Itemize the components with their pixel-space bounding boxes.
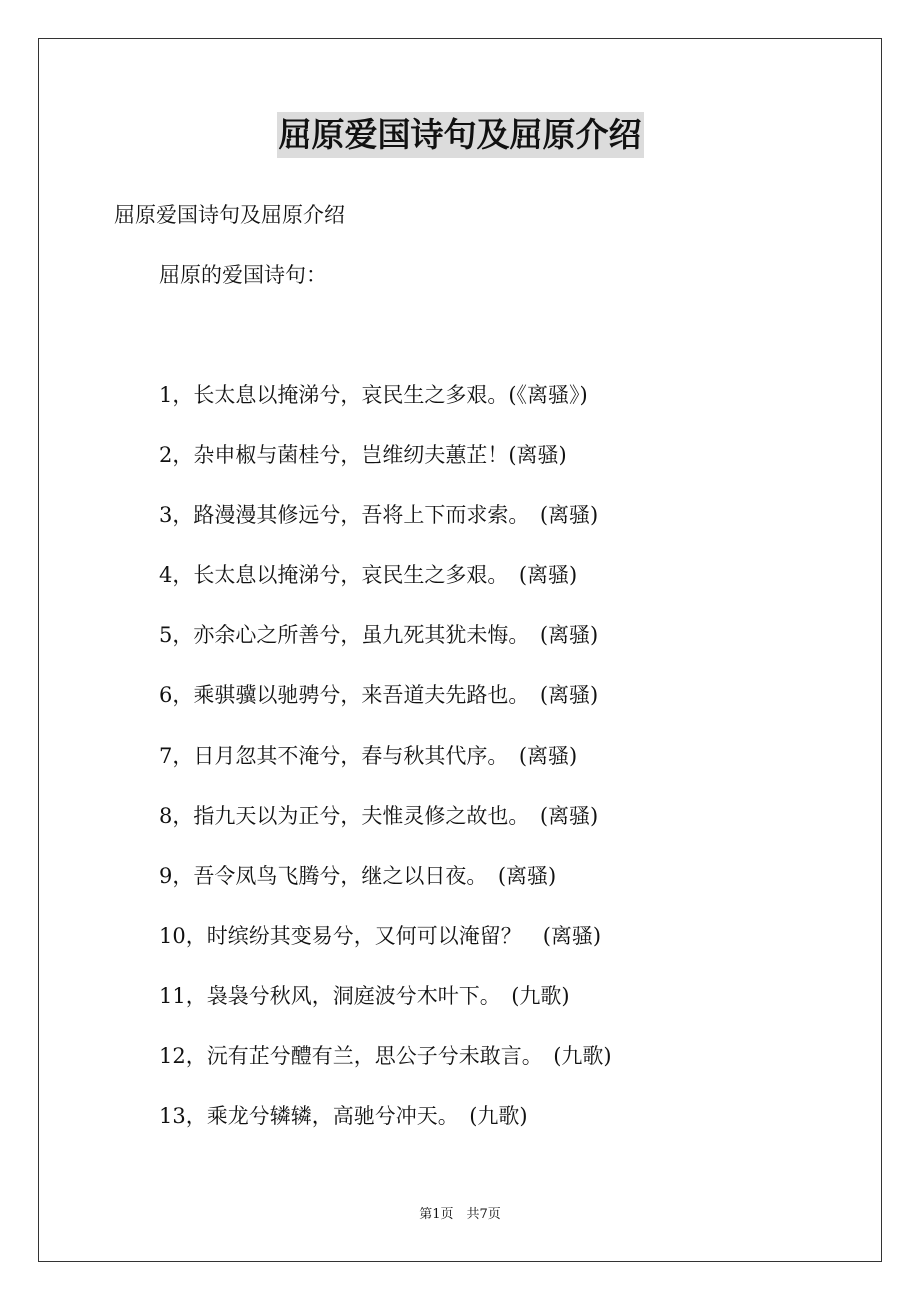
poem-list [159,380,612,1161]
document-subtitle: 屈原爱国诗句及屈原介绍 [114,203,345,227]
poem-line-5: 5，亦余心之所善兮，虽九死其犹未悔。 (离骚) [159,623,599,648]
title-container [0,112,920,158]
poem-line-8: 8，指九天以为正兮，夫惟灵修之故也。 (离骚) [159,803,599,828]
poem-line-9: 9，吾令凤鸟飞腾兮，继之以日夜。 (离骚) [159,863,557,888]
poem-line-10: 10，时缤纷其变易兮，又何可以淹留？ (离骚) [159,923,602,948]
section-heading: 屈原的爱国诗句： [159,263,327,287]
page-footer: 第1页 共7页 [419,1207,501,1222]
poem-line-13: 13，乘龙兮辚辚，高驰兮冲天。 (九歌) [159,1104,528,1129]
poem-line-2: 2，杂申椒与菌桂兮，岂维纫夫蕙芷！(离骚) [159,443,567,468]
poem-line-4: 4，长太息以掩涕兮，哀民生之多艰。 (离骚) [159,563,578,588]
poem-line-3: 3，路漫漫其修远兮，吾将上下而求索。 (离骚) [159,503,599,528]
poem-line-12: 12，沅有芷兮醴有兰，思公子兮未敢言。 (九歌) [159,1044,612,1069]
poem-line-1: 1，长太息以掩涕兮，哀民生之多艰。(《离骚》) [159,383,588,407]
document-title: 屈原爱国诗句及屈原介绍 [277,112,644,158]
poem-line-7: 7，日月忽其不淹兮，春与秋其代序。 (离骚) [159,743,578,768]
poem-line-11: 11，袅袅兮秋风，洞庭波兮木叶下。 (九歌) [159,983,570,1008]
poem-line-6: 6，乘骐骥以驰骋兮，来吾道夫先路也。 (离骚) [159,683,599,708]
